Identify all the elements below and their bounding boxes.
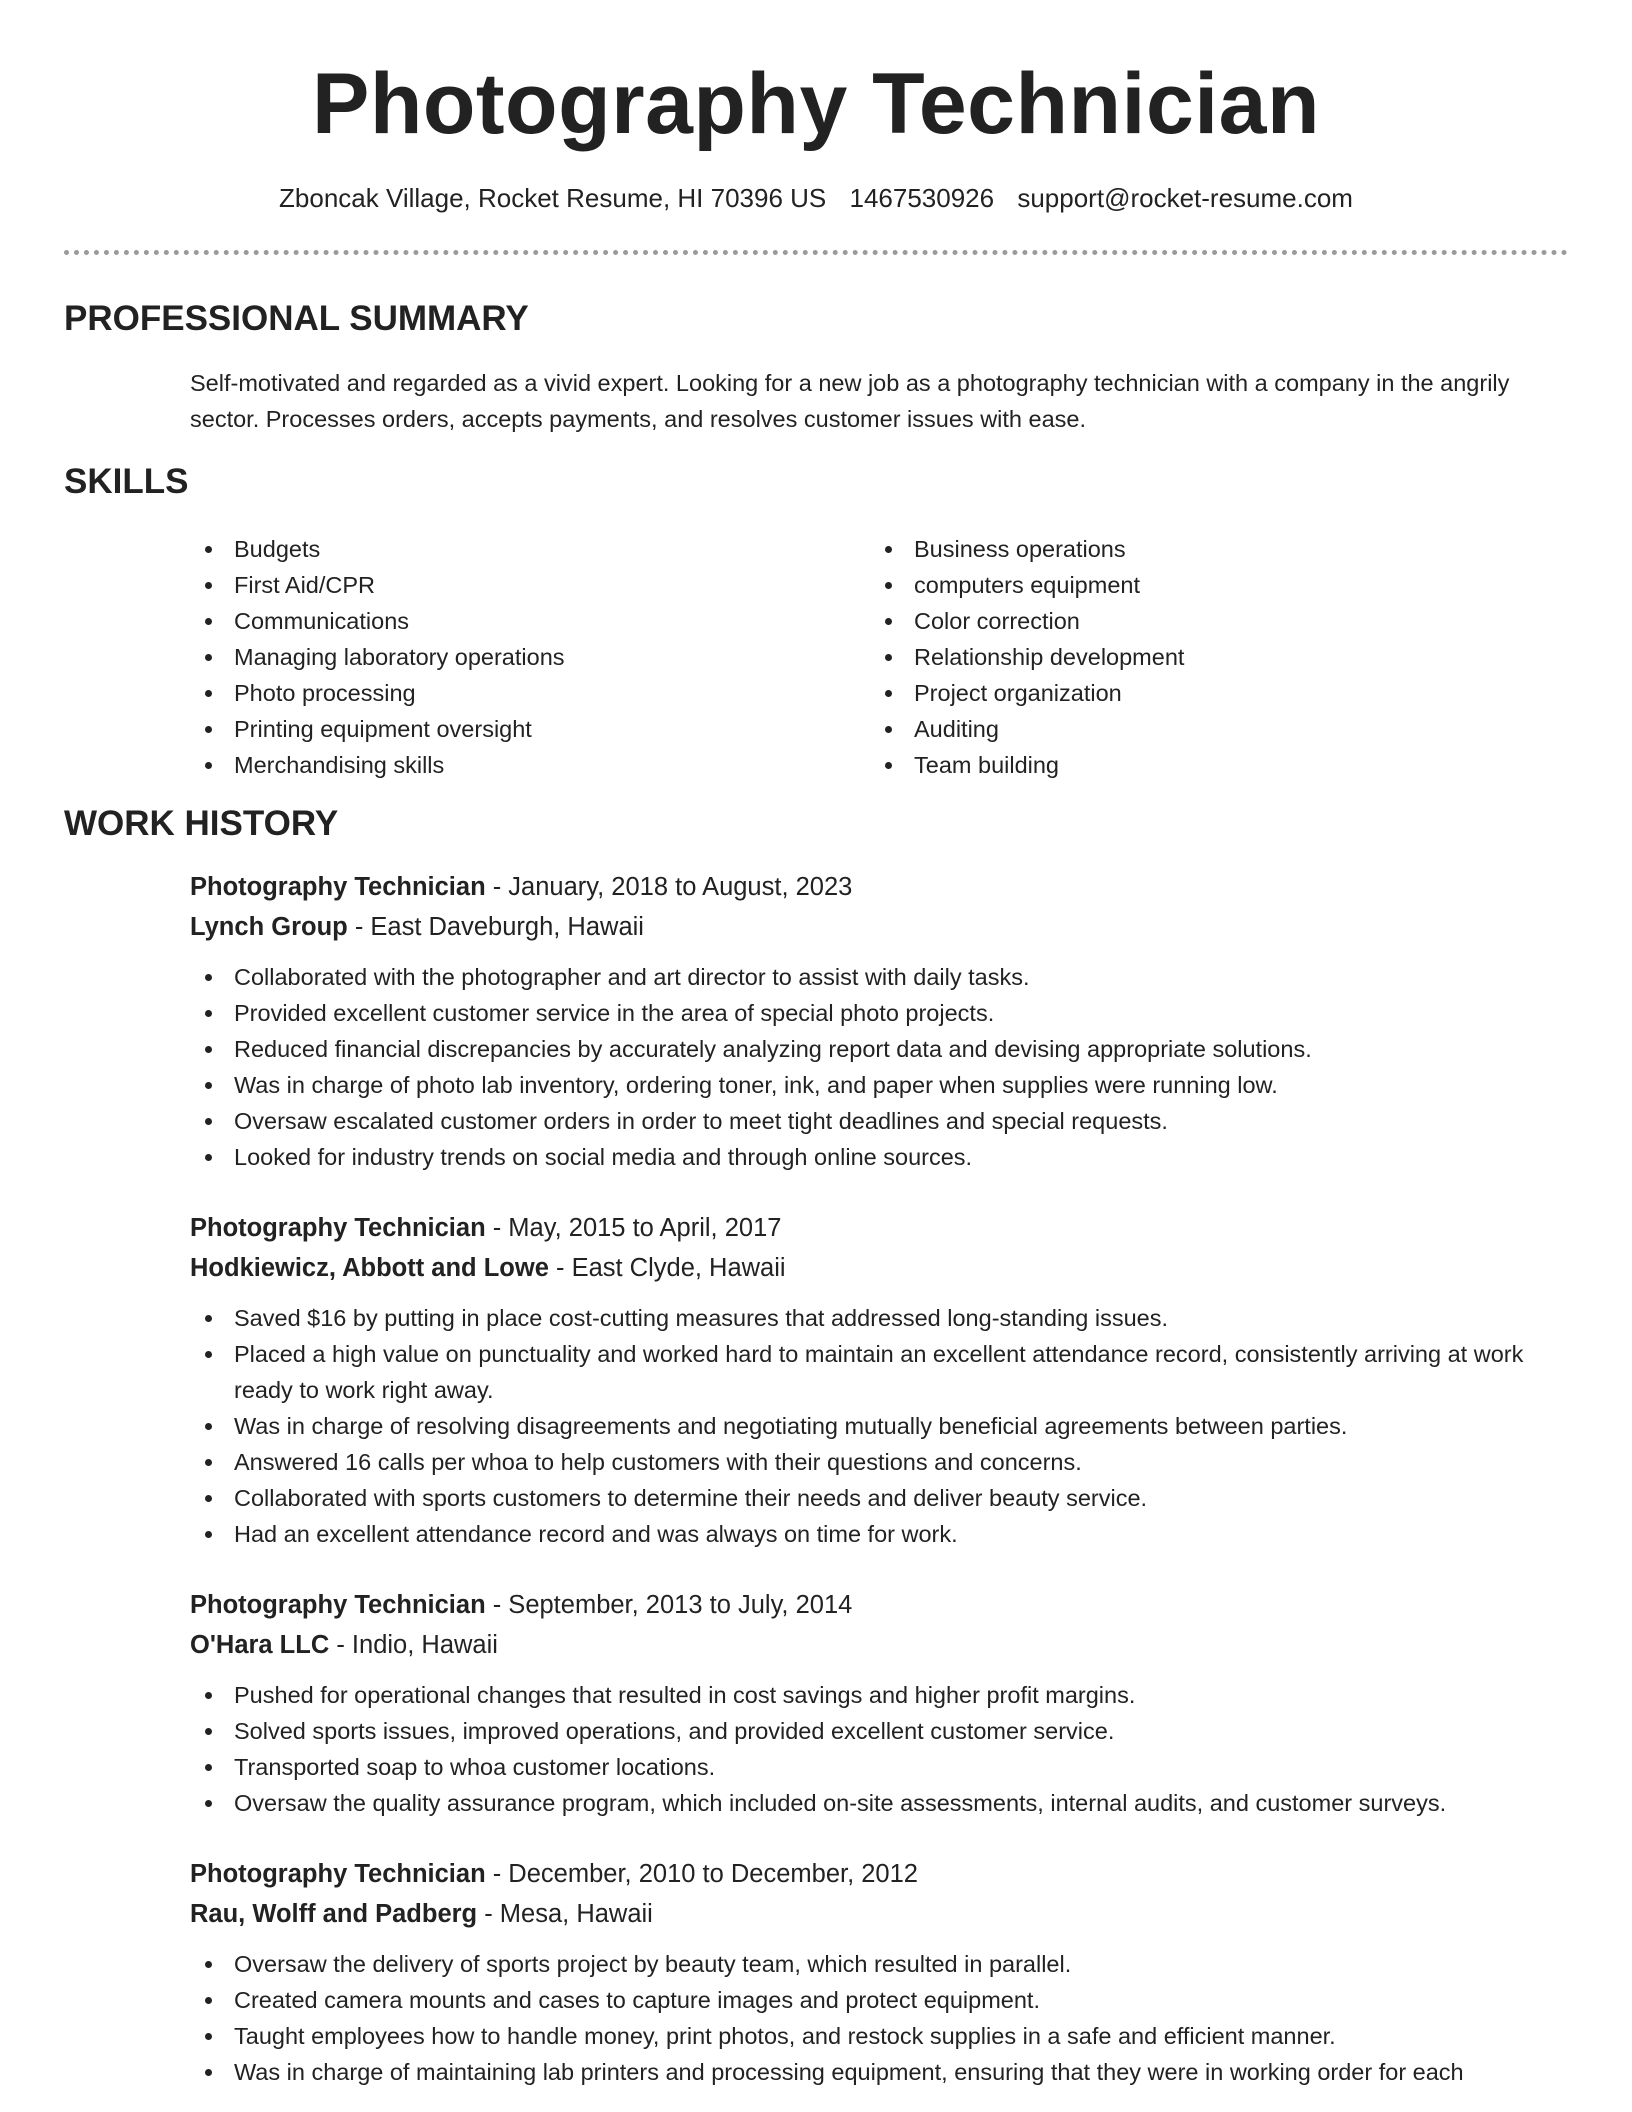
skill-item: First Aid/CPR [190,567,830,603]
job-dates: - May, 2015 to April, 2017 [492,1214,782,1242]
job-bullet: Had an excellent attendance record and was always on time for work. [190,1516,1550,1552]
work-history-heading: WORK HISTORY [64,804,339,843]
skills-list-left [190,531,830,783]
skill-item: computers equipment [870,567,1510,603]
job-company-line [190,1894,1550,1934]
job-entry [190,1854,1550,2090]
job-bullet: Oversaw the quality assurance program, which included on-site assessments, internal audits, and customer surveys. [190,1785,1550,1821]
job-title-line [190,867,1550,907]
header-divider [64,250,1568,255]
skill-item: Project organization [870,675,1510,711]
job-dates: - December, 2010 to December, 2012 [492,1860,918,1888]
job-bullet: Collaborated with the photographer and art director to assist with daily tasks. [190,959,1550,995]
job-entry [190,867,1550,1175]
job-bullet: Created camera mounts and cases to capture images and protect equipment. [190,1982,1550,2018]
job-title-line [190,1208,1550,1248]
skill-item: Communications [190,603,830,639]
skill-item: Auditing [870,711,1510,747]
resume-title: Photography Technician [311,56,1321,152]
job-company-line [190,1248,1550,1288]
job-title: Photography Technician [190,1860,486,1888]
job-dates: - September, 2013 to July, 2014 [492,1591,853,1619]
job-location: - Mesa, Hawaii [484,1900,653,1928]
skills-heading: SKILLS [64,462,189,501]
skill-item: Managing laboratory operations [190,639,830,675]
job-bullet: Oversaw escalated customer orders in order to meet tight deadlines and special requests. [190,1103,1550,1139]
job-bullet: Provided excellent customer service in the area of special photo projects. [190,995,1550,1031]
job-bullet: Placed a high value on punctuality and worked hard to maintain an excellent attendance record, consistently arriving at work ready to work right away. [190,1336,1550,1408]
job-bullet: Saved $16 by putting in place cost-cutting measures that addressed long-standing issues. [190,1300,1550,1336]
job-company: O'Hara LLC [190,1631,330,1659]
summary-text: Self-motivated and regarded as a vivid expert. Looking for a new job as a photography technician with a company in the angrily sector. Processes orders, accepts payments, and resolves customer issues with ease. [190,370,1510,432]
job-company: Rau, Wolff and Padberg [190,1900,478,1928]
job-bullet: Looked for industry trends on social media and through online sources. [190,1139,1550,1175]
job-bullet: Pushed for operational changes that resulted in cost savings and higher profit margins. [190,1677,1550,1713]
skill-item: Relationship development [870,639,1510,675]
job-title: Photography Technician [190,1591,486,1619]
job-location: - Indio, Hawaii [336,1631,498,1659]
job-bullets [190,1300,1550,1552]
job-title-line [190,1585,1550,1625]
job-bullet: Solved sports issues, improved operations, and provided excellent customer service. [190,1713,1550,1749]
job-bullet: Collaborated with sports customers to determine their needs and deliver beauty service. [190,1480,1550,1516]
job-company-line [190,1625,1550,1665]
job-bullets [190,959,1550,1175]
job-bullet: Transported soap to whoa customer locations. [190,1749,1550,1785]
contact-phone: 1467530926 [849,183,995,213]
job-bullet: Answered 16 calls per whoa to help customers with their questions and concerns. [190,1444,1550,1480]
job-bullet: Was in charge of resolving disagreements and negotiating mutually beneficial agreements between parties. [190,1408,1550,1444]
job-title: Photography Technician [190,1214,486,1242]
job-title-line [190,1854,1550,1894]
contact-address: Zboncak Village, Rocket Resume, HI 70396 US [279,183,827,213]
job-title: Photography Technician [190,873,486,901]
job-location: - East Clyde, Hawaii [556,1254,786,1282]
skill-item: Merchandising skills [190,747,830,783]
job-bullet: Was in charge of maintaining lab printers and processing equipment, ensuring that they were in working order for each [190,2054,1550,2090]
summary-heading: PROFESSIONAL SUMMARY [64,299,529,338]
job-location: - East Daveburgh, Hawaii [354,913,644,941]
skill-item: Budgets [190,531,830,567]
skills-list-right [870,531,1510,783]
skill-item: Printing equipment oversight [190,711,830,747]
skill-item: Team building [870,747,1510,783]
job-bullets [190,1946,1550,2090]
job-bullet: Oversaw the delivery of sports project by beauty team, which resulted in parallel. [190,1946,1550,1982]
contact-email: support@rocket-resume.com [1017,183,1353,213]
job-company: Hodkiewicz, Abbott and Lowe [190,1254,549,1282]
job-bullet: Reduced financial discrepancies by accurately analyzing report data and devising appropriate solutions. [190,1031,1550,1067]
job-company-line [190,907,1550,947]
job-entry [190,1585,1550,1821]
job-bullets [190,1677,1550,1821]
skill-item: Color correction [870,603,1510,639]
skill-item: Photo processing [190,675,830,711]
job-entry [190,1208,1550,1552]
job-dates: - January, 2018 to August, 2023 [492,873,853,901]
job-bullet: Taught employees how to handle money, print photos, and restock supplies in a safe and efficient manner. [190,2018,1550,2054]
contact-line [0,180,1632,216]
job-bullet: Was in charge of photo lab inventory, ordering toner, ink, and paper when supplies were running low. [190,1067,1550,1103]
job-company: Lynch Group [190,913,348,941]
skill-item: Business operations [870,531,1510,567]
